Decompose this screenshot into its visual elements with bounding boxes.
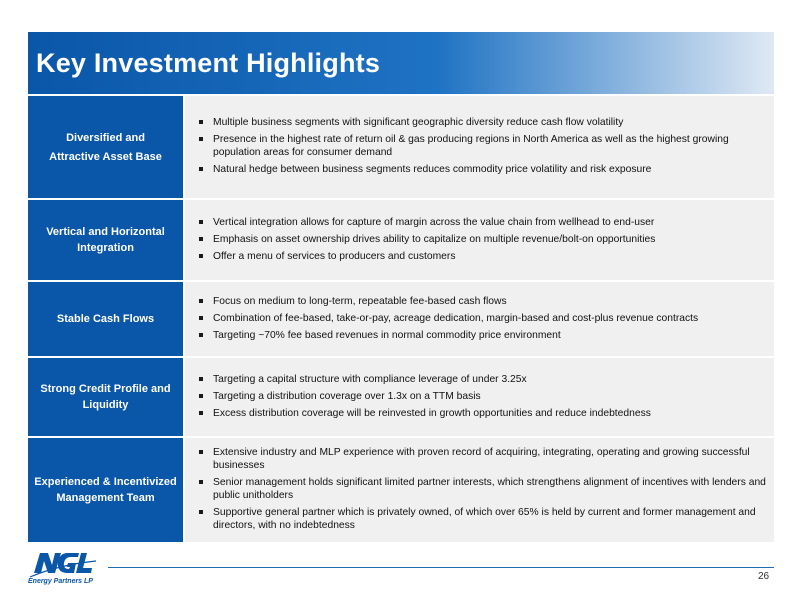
bullet-text: Focus on medium to long-term, repeatable fee-based cash flows bbox=[213, 295, 507, 307]
bullet-text: Emphasis on asset ownership drives ability to capitalize on multiple revenue/bolt-on opportunities bbox=[213, 233, 656, 245]
row-label-line: Management Team bbox=[56, 492, 155, 504]
bullet-icon bbox=[199, 480, 203, 484]
row-label-line: Integration bbox=[77, 242, 134, 254]
row-label-line: Experienced & Incentivized bbox=[34, 476, 177, 488]
row-content bbox=[185, 438, 774, 542]
list-item bbox=[199, 446, 770, 472]
bullet-text: Combination of fee-based, take-or-pay, acreage dedication, margin-based and cost-plus revenue contracts bbox=[213, 312, 699, 324]
row-label-line: Vertical and Horizontal bbox=[46, 226, 165, 238]
row-label-line: Diversified and bbox=[66, 131, 145, 144]
list-item bbox=[199, 476, 770, 502]
bullet-text: Supportive general partner which is privately owned, of which over 65% is held by current and former management and directors, with no indebtedness bbox=[213, 507, 756, 531]
list-item bbox=[199, 133, 770, 159]
bullet-text: Vertical integration allows for capture of margin across the value chain from wellhead to end-user bbox=[213, 216, 655, 228]
bullet-icon bbox=[199, 333, 203, 337]
list-item bbox=[199, 373, 770, 386]
row-label bbox=[28, 96, 183, 198]
table-row bbox=[28, 96, 774, 198]
highlights-table bbox=[28, 96, 774, 544]
bullet-text: Presence in the highest rate of return oil & gas producing regions in North America as well as the highest growing population areas for consumer demand bbox=[213, 134, 729, 158]
bullet-icon bbox=[199, 411, 203, 415]
bullet-text: Offer a menu of services to producers and customers bbox=[213, 250, 456, 262]
list-item bbox=[199, 216, 770, 229]
list-item bbox=[199, 116, 770, 129]
list-item bbox=[199, 250, 770, 263]
list-item bbox=[199, 407, 770, 420]
bullet-text: Multiple business segments with significant geographic diversity reduce cash flow volatility bbox=[213, 117, 624, 128]
row-content bbox=[185, 358, 774, 436]
row-label-line: Strong Credit Profile and bbox=[40, 383, 171, 395]
list-item bbox=[199, 312, 770, 325]
list-item bbox=[199, 233, 770, 246]
bullet-icon bbox=[199, 299, 203, 303]
title-bar bbox=[28, 32, 774, 94]
row-content bbox=[185, 96, 774, 198]
list-item bbox=[199, 329, 770, 342]
bullet-text: Extensive industry and MLP experience with proven record of acquiring, integrating, operating and growing successful businesses bbox=[213, 447, 750, 471]
logo-text: Energy Partners LP bbox=[28, 578, 93, 585]
table-row bbox=[28, 358, 774, 436]
page-title: Key Investment Highlights bbox=[36, 48, 381, 78]
bullet-icon bbox=[199, 450, 203, 454]
bullet-text: Targeting ~70% fee based revenues in normal commodity price environment bbox=[213, 329, 561, 341]
bullet-text: Senior management holds significant limited partner interests, which strengthens alignment of incentives with lenders and public unitholders bbox=[213, 477, 766, 501]
bullet-icon bbox=[199, 167, 203, 171]
bullet-text: Targeting a distribution coverage over 1.3x on a TTM basis bbox=[213, 390, 481, 402]
bullet-icon bbox=[199, 254, 203, 258]
row-label bbox=[28, 438, 183, 542]
table-row bbox=[28, 282, 774, 356]
bullet-icon bbox=[199, 120, 203, 124]
table-row bbox=[28, 200, 774, 280]
footer-divider bbox=[108, 567, 774, 568]
list-item bbox=[199, 295, 770, 308]
row-label bbox=[28, 200, 183, 280]
row-label bbox=[28, 282, 183, 356]
table-row bbox=[28, 438, 774, 542]
bullet-text: Targeting a capital structure with compliance leverage of under 3.25x bbox=[213, 373, 527, 385]
row-content bbox=[185, 282, 774, 356]
row-content bbox=[185, 200, 774, 280]
row-label-line: Stable Cash Flows bbox=[56, 313, 155, 325]
bullet-icon bbox=[199, 510, 203, 514]
bullet-icon bbox=[199, 316, 203, 320]
bullet-icon bbox=[199, 137, 203, 141]
page-number: 26 bbox=[758, 571, 770, 582]
row-label-line: Liquidity bbox=[82, 399, 129, 411]
list-item bbox=[199, 390, 770, 403]
bullet-icon bbox=[199, 377, 203, 381]
bullet-text: Excess distribution coverage will be reinvested in growth opportunities and reduce indebtedness bbox=[213, 407, 651, 419]
row-label-line: Attractive Asset Base bbox=[49, 150, 162, 163]
bullet-icon bbox=[199, 237, 203, 241]
list-item bbox=[199, 506, 770, 532]
row-label bbox=[28, 358, 183, 436]
list-item bbox=[199, 163, 770, 176]
bullet-icon bbox=[199, 220, 203, 224]
bullet-icon bbox=[199, 394, 203, 398]
bullet-text: Natural hedge between business segments reduces commodity price volatility and risk exposure bbox=[213, 164, 652, 175]
